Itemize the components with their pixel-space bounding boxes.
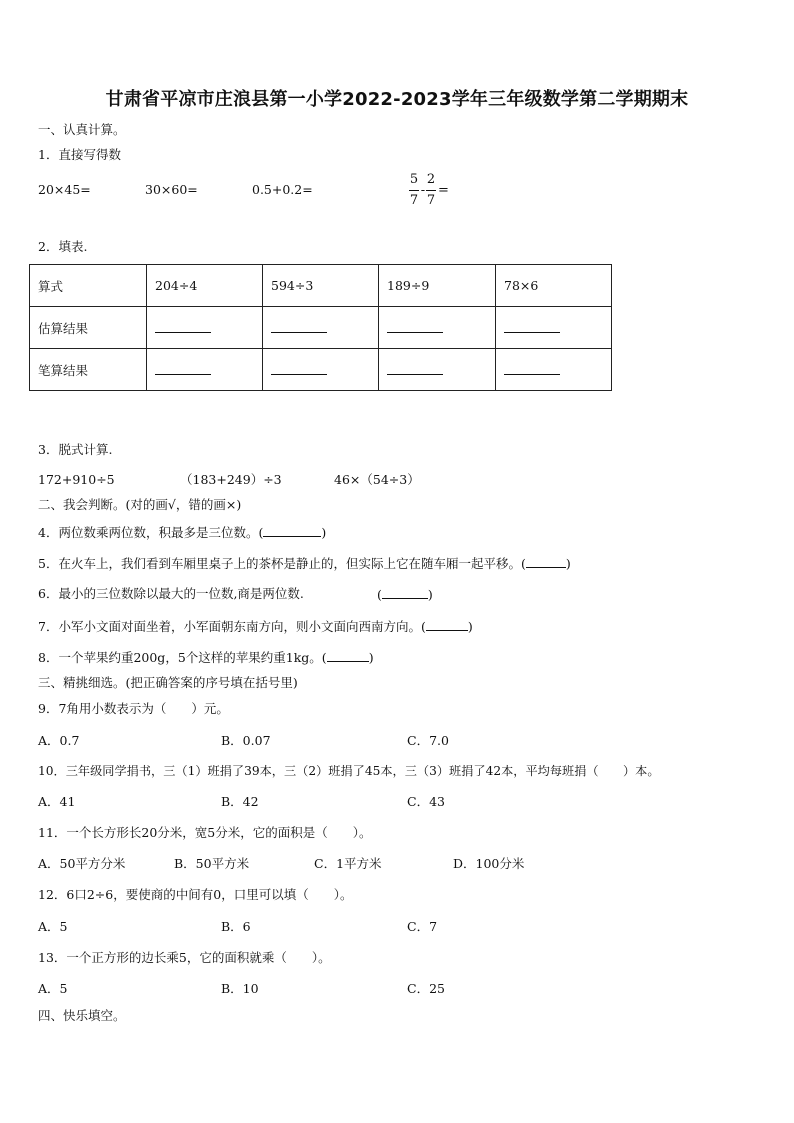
answer-blank[interactable]	[387, 362, 443, 375]
answer-cell[interactable]	[263, 349, 379, 391]
answer-blank[interactable]	[426, 618, 468, 631]
fraction-operator: -	[420, 183, 426, 198]
choice-question: 12．6口2÷6，要使商的中间有0，口里可以填（ ）。	[38, 887, 353, 902]
judge-question-text: 8．一个苹果约重200g，5个这样的苹果约重1kg。(	[38, 650, 327, 665]
option-a[interactable]: A．41	[38, 794, 76, 809]
answer-blank[interactable]	[504, 362, 560, 375]
option-b[interactable]: B．0.07	[221, 733, 271, 748]
fraction-2-numerator: 2	[426, 172, 436, 187]
option-c[interactable]: C．1平方米	[314, 856, 382, 871]
table-header-cell: 189÷9	[379, 265, 496, 307]
table-row-label: 笔算结果	[30, 349, 147, 391]
fraction-2-bar	[426, 190, 436, 191]
option-c[interactable]: C．7	[407, 919, 438, 934]
option-b[interactable]: B．50平方米	[174, 856, 250, 871]
answer-cell[interactable]	[496, 349, 612, 391]
table-header-cell: 594÷3	[263, 265, 379, 307]
answer-blank[interactable]	[155, 362, 211, 375]
table-header-cell: 算式	[30, 265, 147, 307]
estimation-table	[29, 264, 612, 391]
option-c[interactable]: C．7.0	[407, 733, 449, 748]
option-a[interactable]: A．5	[38, 981, 68, 996]
answer-blank[interactable]	[504, 320, 560, 333]
judge-question-text: 5．在火车上，我们看到车厢里桌子上的茶杯是静止的，但实际上它在随车厢一起平移。(	[38, 556, 526, 571]
answer-cell[interactable]	[263, 307, 379, 349]
table-row-label: 估算结果	[30, 307, 147, 349]
choice-question: 11．一个长方形长20分米，宽5分米，它的面积是（ ）。	[38, 825, 372, 840]
answer-blank[interactable]	[526, 555, 566, 568]
option-d[interactable]: D．100分米	[453, 856, 525, 871]
table-header-cell: 78×6	[496, 265, 612, 307]
judge-question	[38, 618, 473, 635]
judge-question-text: 4．两位数乘两位数，积最多是三位数。(	[38, 525, 264, 540]
answer-blank[interactable]	[155, 320, 211, 333]
fraction-1-denominator: 7	[409, 193, 419, 208]
judge-question-text: 7．小军小文面对面坐着，小军面朝东南方向，则小文面向西南方向。(	[38, 619, 426, 634]
option-b[interactable]: B．6	[221, 919, 251, 934]
judge-close-paren: )	[427, 587, 433, 602]
table-row	[30, 307, 612, 349]
answer-cell[interactable]	[379, 349, 496, 391]
section-1-heading: 一、认真计算。	[38, 122, 126, 137]
q1-item-3: 0.5+0.2=	[252, 182, 313, 197]
answer-blank[interactable]	[271, 362, 327, 375]
q1-label: 1．直接写得数	[38, 147, 121, 162]
judge-question	[38, 524, 326, 541]
choice-question: 13．一个正方形的边长乘5，它的面积就乘（ ）。	[38, 950, 331, 965]
q3-item-1: 172+910÷5	[38, 472, 115, 487]
q1-item-2: 30×60=	[145, 182, 198, 197]
judge-close-paren: )	[321, 525, 327, 540]
judge-question	[38, 555, 571, 572]
judge-close-paren: )	[368, 650, 374, 665]
answer-blank[interactable]	[271, 320, 327, 333]
option-a[interactable]: A．50平方分米	[38, 856, 126, 871]
q3-label: 3．脱式计算.	[38, 442, 113, 457]
table-header-row	[30, 265, 612, 307]
q1-item-1: 20×45=	[38, 182, 91, 197]
answer-cell[interactable]	[379, 307, 496, 349]
choice-question: 9．7角用小数表示为（ ）元。	[38, 701, 229, 716]
judge-close-paren: )	[467, 619, 473, 634]
option-c[interactable]: C．43	[407, 794, 445, 809]
table-row	[30, 349, 612, 391]
page-title: 甘肃省平凉市庄浪县第一小学2022-2023学年三年级数学第二学期期末	[105, 89, 689, 110]
q2-label: 2．填表.	[38, 239, 88, 254]
judge-answer	[377, 586, 433, 603]
fraction-1-numerator: 5	[409, 172, 419, 187]
answer-blank[interactable]	[387, 320, 443, 333]
answer-cell[interactable]	[147, 307, 263, 349]
choice-question: 10．三年级同学捐书，三（1）班捐了39本，三（2）班捐了45本，三（3）班捐了42本，平均每班捐（ ）本。	[38, 764, 660, 778]
answer-cell[interactable]	[147, 349, 263, 391]
option-a[interactable]: A．0.7	[38, 733, 80, 748]
option-b[interactable]: B．10	[221, 981, 259, 996]
fraction-1-bar	[409, 190, 419, 191]
answer-cell[interactable]	[496, 307, 612, 349]
q3-item-2: （183+249）÷3	[180, 472, 282, 487]
table-header-cell: 204÷4	[147, 265, 263, 307]
q1-fraction-expression	[408, 172, 458, 212]
judge-open-paren: (	[377, 587, 382, 602]
option-a[interactable]: A．5	[38, 919, 68, 934]
q3-item-3: 46×（54÷3）	[334, 472, 420, 487]
section-2-heading: 二、我会判断。(对的画√，错的画×)	[38, 497, 242, 512]
option-c[interactable]: C．25	[407, 981, 445, 996]
fraction-2-denominator: 7	[426, 193, 436, 208]
judge-close-paren: )	[565, 556, 571, 571]
judge-question-text: 6．最小的三位数除以最大的一位数,商是两位数.	[38, 586, 304, 601]
section-4-heading: 四、快乐填空。	[38, 1008, 126, 1023]
fraction-equals: =	[438, 183, 449, 198]
answer-blank[interactable]	[382, 586, 428, 599]
answer-blank[interactable]	[263, 524, 321, 537]
section-3-heading: 三、精挑细选。(把正确答案的序号填在括号里)	[38, 675, 298, 690]
judge-question	[38, 586, 304, 602]
answer-blank[interactable]	[327, 649, 369, 662]
option-b[interactable]: B．42	[221, 794, 259, 809]
judge-question	[38, 649, 374, 666]
